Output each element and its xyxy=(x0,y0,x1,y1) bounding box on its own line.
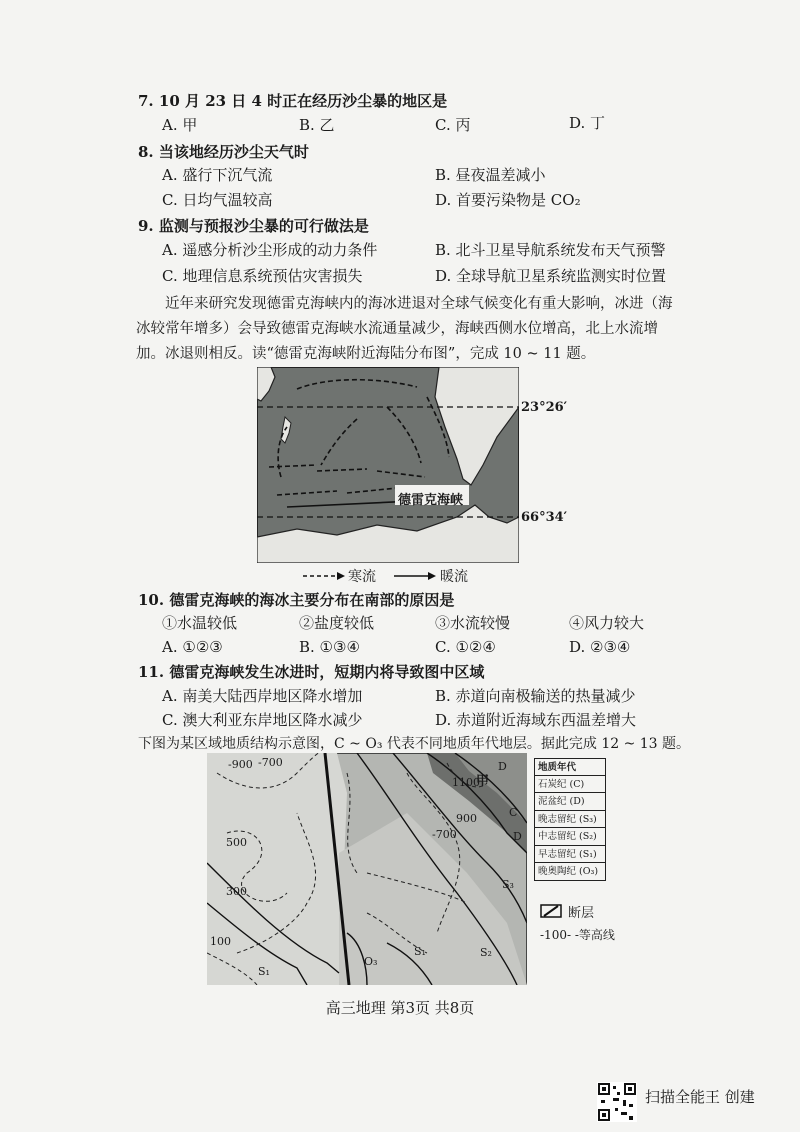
contour-label-100: 100 xyxy=(210,935,231,948)
layer-label-d2: D xyxy=(513,830,522,843)
contour-label-neg700: -700 xyxy=(258,756,283,769)
fault-legend-label: 断层 xyxy=(568,906,595,921)
layer-label-s3: S₃ xyxy=(502,878,514,891)
layer-label-s1-b: S₁ xyxy=(258,965,270,978)
site-jia-label: 甲 xyxy=(476,774,490,789)
qr-code-icon xyxy=(597,1082,637,1122)
contour-label-900: 900 xyxy=(456,812,477,825)
q10-item-3: ③水流较慢 xyxy=(435,614,511,632)
q9-option-d: D. 全球导航卫星系统监测实时位置 xyxy=(435,267,667,285)
legend-row-s3: 晚志留纪 (S₃) xyxy=(534,811,606,829)
q8-stem: 8. 当该地经历沙尘天气时 xyxy=(138,143,309,161)
q10-item-2: ②盐度较低 xyxy=(299,614,375,632)
lat-polar-label: 66°34′ xyxy=(521,510,568,525)
q10-option-b: B. ①③④ xyxy=(299,638,360,656)
q7-option-a: A. 甲 xyxy=(162,116,198,134)
legend-title: 地质年代 xyxy=(534,758,606,776)
contour-label-neg900: -900 xyxy=(228,758,253,771)
cold-current-legend-icon xyxy=(303,571,347,581)
warm-current-label: 暖流 xyxy=(440,569,468,585)
strait-label: 德雷克海峡 xyxy=(398,493,464,508)
q11-stem: 11. 德雷克海峡发生冰进时，短期内将导致图中区域 xyxy=(138,663,485,681)
contour-legend-label: -100- -等高线 xyxy=(540,928,615,942)
layer-label-s2: S₂ xyxy=(480,946,492,959)
contour-label-1100: 1100 xyxy=(452,776,480,789)
layer-label-o3: O₃ xyxy=(364,955,378,968)
intro-paragraph-2: 下图为某区域地质结构示意图，C ~ O₃ 代表不同地质年代地层。据此完成 12 ~ 13 题。 xyxy=(138,736,691,752)
legend-row-o3: 晚奥陶纪 (O₃) xyxy=(534,863,606,881)
q11-option-b: B. 赤道向南极输送的热量减少 xyxy=(435,687,636,705)
intro-paragraph-1: 近年来研究发现德雷克海峡内的海冰进退对全球气候变化有重大影响，冰进（海冰较常年增多）会导致德雷克海峡水流通量减少，海峡西侧水位增高，北上水流增加。冰退则相反。读“德雷克海峡附近海陆分布图”，完成 10 ~ 11 题。 xyxy=(136,296,673,362)
q9-stem: 9. 监测与预报沙尘暴的可行做法是 xyxy=(138,217,369,235)
geologic-era-legend xyxy=(534,758,606,881)
fault-legend-icon xyxy=(540,904,562,918)
q9-option-c: C. 地理信息系统预估灾害损失 xyxy=(162,267,363,285)
q8-option-c: C. 日均气温较高 xyxy=(162,191,273,209)
contour-label-500: 500 xyxy=(226,836,247,849)
q7-option-c: C. 丙 xyxy=(435,116,471,134)
cold-current-label: 寒流 xyxy=(348,569,376,585)
q10-option-c: C. ①②④ xyxy=(435,638,496,656)
warm-current-legend-icon xyxy=(394,571,438,581)
q10-item-1: ①水温较低 xyxy=(162,614,238,632)
q7-option-b: B. 乙 xyxy=(299,116,335,134)
q10-stem: 10. 德雷克海峡的海冰主要分布在南部的原因是 xyxy=(138,591,455,609)
drake-passage-map xyxy=(257,367,519,563)
q8-option-b: B. 昼夜温差减小 xyxy=(435,166,546,184)
q11-option-d: D. 赤道附近海域东西温差增大 xyxy=(435,711,637,729)
q10-option-d: D. ②③④ xyxy=(569,638,631,656)
q10-item-4: ④风力较大 xyxy=(569,614,645,632)
layer-label-s1-a: S₁ xyxy=(414,945,426,958)
q7-stem: 7. 10 月 23 日 4 时正在经历沙尘暴的地区是 xyxy=(138,92,448,110)
layer-label-d1: D xyxy=(498,760,507,773)
q10-option-a: A. ①②③ xyxy=(162,638,223,656)
contour-label-300: 300 xyxy=(226,885,247,898)
legend-row-s1: 早志留纪 (S₁) xyxy=(534,846,606,864)
legend-row-c: 石炭纪 (C) xyxy=(534,776,606,794)
layer-label-c: C xyxy=(509,806,518,819)
page-footer: 高三地理 第3页 共8页 xyxy=(325,999,475,1017)
q9-option-b: B. 北斗卫星导航系统发布天气预警 xyxy=(435,241,666,259)
q9-option-a: A. 遥感分析沙尘形成的动力条件 xyxy=(162,241,378,259)
legend-row-d: 泥盆纪 (D) xyxy=(534,793,606,811)
q11-option-a: A. 南美大陆西岸地区降水增加 xyxy=(162,687,363,705)
q8-option-d: D. 首要污染物是 CO₂ xyxy=(435,191,581,209)
legend-row-s2: 中志留纪 (S₂) xyxy=(534,828,606,846)
scanner-watermark: 扫描全能王 创建 xyxy=(645,1088,755,1106)
q8-option-a: A. 盛行下沉气流 xyxy=(162,166,273,184)
q11-option-c: C. 澳大利亚东岸地区降水减少 xyxy=(162,711,363,729)
lat-tropic-label: 23°26′ xyxy=(521,400,568,415)
contour-label-neg700-b: -700 xyxy=(432,828,457,841)
q7-option-d: D. 丁 xyxy=(569,114,606,132)
